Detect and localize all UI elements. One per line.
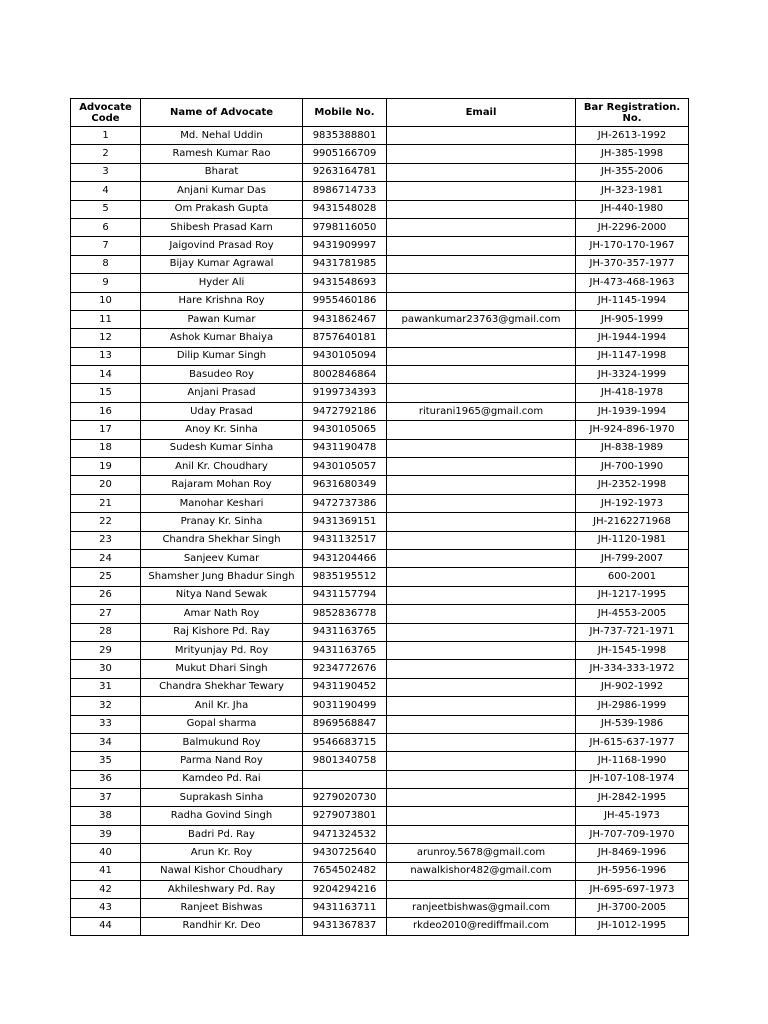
- table-row: [71, 715, 689, 733]
- advocate-name-cell: Randhir Kr. Deo: [141, 917, 303, 935]
- advocate-name-cell: Radha Govind Singh: [141, 807, 303, 825]
- email-cell: [387, 605, 576, 623]
- advocate-name-cell: Md. Nehal Uddin: [141, 127, 303, 145]
- mobile-number-cell: 9279020730: [303, 789, 387, 807]
- mobile-number-cell: 9431163765: [303, 641, 387, 659]
- mobile-number-cell: 9431163765: [303, 623, 387, 641]
- table-row: [71, 439, 689, 457]
- mobile-number-cell: 9430105094: [303, 347, 387, 365]
- email-cell: [387, 366, 576, 384]
- table-row: [71, 678, 689, 696]
- bar-registration-cell: JH-539-1986: [576, 715, 689, 733]
- email-cell: [387, 531, 576, 549]
- advocate-code-cell: 32: [71, 697, 141, 715]
- advocate-name-cell: Basudeo Roy: [141, 366, 303, 384]
- advocate-code-cell: 33: [71, 715, 141, 733]
- email-cell: [387, 770, 576, 788]
- mobile-number-cell: 9431157794: [303, 586, 387, 604]
- advocate-code-cell: 21: [71, 494, 141, 512]
- advocate-code-cell: 29: [71, 641, 141, 659]
- email-cell: [387, 237, 576, 255]
- advocate-name-cell: Arun Kr. Roy: [141, 844, 303, 862]
- table-row: [71, 881, 689, 899]
- email-cell: [387, 678, 576, 696]
- advocate-name-cell: Parma Nand Roy: [141, 752, 303, 770]
- email-cell: [387, 347, 576, 365]
- advocate-name-cell: Chandra Shekhar Tewary: [141, 678, 303, 696]
- email-cell: [387, 494, 576, 512]
- table-row: [71, 402, 689, 420]
- bar-registration-cell: JH-799-2007: [576, 549, 689, 567]
- advocate-code-cell: 27: [71, 605, 141, 623]
- mobile-number-cell: 8002846864: [303, 366, 387, 384]
- mobile-number-cell: 9279073801: [303, 807, 387, 825]
- table-row: [71, 862, 689, 880]
- email-cell: [387, 292, 576, 310]
- bar-registration-cell: JH-323-1981: [576, 182, 689, 200]
- advocate-name-cell: Shibesh Prasad Karn: [141, 218, 303, 236]
- bar-registration-cell: JH-2986-1999: [576, 697, 689, 715]
- advocate-code-cell: 2: [71, 145, 141, 163]
- email-cell: [387, 660, 576, 678]
- advocate-code-cell: 42: [71, 881, 141, 899]
- table-row: [71, 329, 689, 347]
- bar-registration-cell: JH-1939-1994: [576, 402, 689, 420]
- bar-registration-cell: JH-905-1999: [576, 310, 689, 328]
- advocate-code-cell: 34: [71, 733, 141, 751]
- advocate-name-cell: Raj Kishore Pd. Ray: [141, 623, 303, 641]
- advocate-code-cell: 23: [71, 531, 141, 549]
- email-cell: [387, 549, 576, 567]
- advocate-code-cell: 11: [71, 310, 141, 328]
- table-row: [71, 384, 689, 402]
- table-row: [71, 660, 689, 678]
- email-cell: riturani1965@gmail.com: [387, 402, 576, 420]
- advocate-code-cell: 15: [71, 384, 141, 402]
- email-cell: [387, 182, 576, 200]
- mobile-number-cell: 8757640181: [303, 329, 387, 347]
- email-cell: nawalkishor482@gmail.com: [387, 862, 576, 880]
- table-row: [71, 807, 689, 825]
- advocate-code-cell: 4: [71, 182, 141, 200]
- advocate-code-cell: 20: [71, 476, 141, 494]
- header-row: [71, 99, 689, 127]
- advocate-name-cell: Anil Kr. Jha: [141, 697, 303, 715]
- email-cell: [387, 752, 576, 770]
- table-row: [71, 733, 689, 751]
- advocate-name-cell: Sudesh Kumar Sinha: [141, 439, 303, 457]
- advocate-name-cell: Amar Nath Roy: [141, 605, 303, 623]
- advocate-name-cell: Sanjeev Kumar: [141, 549, 303, 567]
- bar-registration-cell: JH-707-709-1970: [576, 825, 689, 843]
- mobile-number-cell: [303, 770, 387, 788]
- email-cell: [387, 476, 576, 494]
- mobile-number-cell: 9430105057: [303, 458, 387, 476]
- table-row: [71, 586, 689, 604]
- table-row: [71, 421, 689, 439]
- table-row: [71, 789, 689, 807]
- mobile-number-cell: 9263164781: [303, 163, 387, 181]
- advocate-name-cell: Hyder Ali: [141, 274, 303, 292]
- table-header: [71, 99, 689, 127]
- advocate-name-cell: Pranay Kr. Sinha: [141, 513, 303, 531]
- bar-registration-cell: JH-1545-1998: [576, 641, 689, 659]
- bar-registration-cell: JH-2352-1998: [576, 476, 689, 494]
- email-cell: [387, 218, 576, 236]
- header-email: Email: [387, 99, 576, 127]
- advocate-name-cell: Badri Pd. Ray: [141, 825, 303, 843]
- bar-registration-cell: JH-700-1990: [576, 458, 689, 476]
- table-row: [71, 163, 689, 181]
- advocate-name-cell: Ranjeet Bishwas: [141, 899, 303, 917]
- mobile-number-cell: 9905166709: [303, 145, 387, 163]
- table-body: [71, 127, 689, 936]
- mobile-number-cell: 9431163711: [303, 899, 387, 917]
- bar-registration-cell: JH-334-333-1972: [576, 660, 689, 678]
- header-name-of-advocate: Name of Advocate: [141, 99, 303, 127]
- advocate-code-cell: 39: [71, 825, 141, 843]
- mobile-number-cell: 9955460186: [303, 292, 387, 310]
- advocate-code-cell: 12: [71, 329, 141, 347]
- email-cell: ranjeetbishwas@gmail.com: [387, 899, 576, 917]
- table-row: [71, 605, 689, 623]
- advocate-name-cell: Ashok Kumar Bhaiya: [141, 329, 303, 347]
- table-row: [71, 366, 689, 384]
- advocate-name-cell: Bijay Kumar Agrawal: [141, 255, 303, 273]
- table-row: [71, 568, 689, 586]
- table-row: [71, 549, 689, 567]
- table-row: [71, 182, 689, 200]
- advocate-name-cell: Balmukund Roy: [141, 733, 303, 751]
- bar-registration-cell: JH-902-1992: [576, 678, 689, 696]
- advocate-code-cell: 14: [71, 366, 141, 384]
- advocate-code-cell: 5: [71, 200, 141, 218]
- advocate-name-cell: Bharat: [141, 163, 303, 181]
- bar-registration-cell: JH-1168-1990: [576, 752, 689, 770]
- advocate-name-cell: Shamsher Jung Bhadur Singh: [141, 568, 303, 586]
- table-row: [71, 531, 689, 549]
- mobile-number-cell: 9471324532: [303, 825, 387, 843]
- mobile-number-cell: 9234772676: [303, 660, 387, 678]
- bar-registration-cell: JH-5956-1996: [576, 862, 689, 880]
- bar-registration-cell: JH-737-721-1971: [576, 623, 689, 641]
- mobile-number-cell: 9835195512: [303, 568, 387, 586]
- table-row: [71, 476, 689, 494]
- email-cell: [387, 274, 576, 292]
- advocate-code-cell: 6: [71, 218, 141, 236]
- table-row: [71, 218, 689, 236]
- advocate-name-cell: Pawan Kumar: [141, 310, 303, 328]
- advocate-code-cell: 44: [71, 917, 141, 935]
- email-cell: [387, 568, 576, 586]
- mobile-number-cell: 9431132517: [303, 531, 387, 549]
- email-cell: [387, 881, 576, 899]
- advocate-name-cell: Manohar Keshari: [141, 494, 303, 512]
- mobile-number-cell: 9852836778: [303, 605, 387, 623]
- email-cell: arunroy.5678@gmail.com: [387, 844, 576, 862]
- bar-registration-cell: JH-838-1989: [576, 439, 689, 457]
- advocate-name-cell: Suprakash Sinha: [141, 789, 303, 807]
- mobile-number-cell: 9472792186: [303, 402, 387, 420]
- advocate-code-cell: 30: [71, 660, 141, 678]
- header-bar-registration-no: Bar Registration. No.: [576, 99, 689, 127]
- email-cell: [387, 255, 576, 273]
- mobile-number-cell: 9798116050: [303, 218, 387, 236]
- bar-registration-cell: JH-418-1978: [576, 384, 689, 402]
- email-cell: [387, 789, 576, 807]
- table-row: [71, 255, 689, 273]
- mobile-number-cell: 9431548028: [303, 200, 387, 218]
- bar-registration-cell: JH-45-1973: [576, 807, 689, 825]
- table-row: [71, 770, 689, 788]
- email-cell: [387, 715, 576, 733]
- advocate-code-cell: 3: [71, 163, 141, 181]
- mobile-number-cell: 9431369151: [303, 513, 387, 531]
- advocate-code-cell: 17: [71, 421, 141, 439]
- bar-registration-cell: JH-4553-2005: [576, 605, 689, 623]
- table-row: [71, 513, 689, 531]
- email-cell: [387, 697, 576, 715]
- advocate-name-cell: Hare Krishna Roy: [141, 292, 303, 310]
- bar-registration-cell: JH-170-170-1967: [576, 237, 689, 255]
- advocate-name-cell: Jaigovind Prasad Roy: [141, 237, 303, 255]
- email-cell: rkdeo2010@rediffmail.com: [387, 917, 576, 935]
- bar-registration-cell: JH-2296-2000: [576, 218, 689, 236]
- advocate-code-cell: 41: [71, 862, 141, 880]
- table-row: [71, 844, 689, 862]
- email-cell: [387, 421, 576, 439]
- advocate-code-cell: 1: [71, 127, 141, 145]
- advocate-code-cell: 40: [71, 844, 141, 862]
- table-row: [71, 752, 689, 770]
- advocate-code-cell: 8: [71, 255, 141, 273]
- email-cell: [387, 641, 576, 659]
- header-advocate-code: Advocate Code: [71, 99, 141, 127]
- bar-registration-cell: JH-1147-1998: [576, 347, 689, 365]
- advocate-name-cell: Nitya Nand Sewak: [141, 586, 303, 604]
- advocate-name-cell: Akhileshwary Pd. Ray: [141, 881, 303, 899]
- advocate-code-cell: 24: [71, 549, 141, 567]
- email-cell: [387, 127, 576, 145]
- table-row: [71, 825, 689, 843]
- advocate-code-cell: 13: [71, 347, 141, 365]
- advocate-code-cell: 36: [71, 770, 141, 788]
- bar-registration-cell: 600-2001: [576, 568, 689, 586]
- advocate-code-cell: 16: [71, 402, 141, 420]
- bar-registration-cell: JH-695-697-1973: [576, 881, 689, 899]
- advocate-code-cell: 26: [71, 586, 141, 604]
- bar-registration-cell: JH-2842-1995: [576, 789, 689, 807]
- advocate-name-cell: Anil Kr. Choudhary: [141, 458, 303, 476]
- mobile-number-cell: 7654502482: [303, 862, 387, 880]
- bar-registration-cell: JH-1944-1994: [576, 329, 689, 347]
- bar-registration-cell: JH-924-896-1970: [576, 421, 689, 439]
- advocate-name-cell: Nawal Kishor Choudhary: [141, 862, 303, 880]
- bar-registration-cell: JH-8469-1996: [576, 844, 689, 862]
- table-row: [71, 292, 689, 310]
- table-row: [71, 237, 689, 255]
- advocate-name-cell: Dilip Kumar Singh: [141, 347, 303, 365]
- mobile-number-cell: 9801340758: [303, 752, 387, 770]
- table-row: [71, 917, 689, 935]
- advocate-name-cell: Anoy Kr. Sinha: [141, 421, 303, 439]
- mobile-number-cell: 9199734393: [303, 384, 387, 402]
- bar-registration-cell: JH-3324-1999: [576, 366, 689, 384]
- advocate-table: [70, 98, 689, 936]
- email-cell: [387, 329, 576, 347]
- mobile-number-cell: 9431190452: [303, 678, 387, 696]
- table-row: [71, 494, 689, 512]
- advocate-name-cell: Anjani Kumar Das: [141, 182, 303, 200]
- bar-registration-cell: JH-1012-1995: [576, 917, 689, 935]
- advocate-name-cell: Rajaram Mohan Roy: [141, 476, 303, 494]
- bar-registration-cell: JH-192-1973: [576, 494, 689, 512]
- email-cell: [387, 825, 576, 843]
- mobile-number-cell: 9835388801: [303, 127, 387, 145]
- advocate-code-cell: 9: [71, 274, 141, 292]
- bar-registration-cell: JH-3700-2005: [576, 899, 689, 917]
- bar-registration-cell: JH-440-1980: [576, 200, 689, 218]
- mobile-number-cell: 9431367837: [303, 917, 387, 935]
- table-row: [71, 145, 689, 163]
- mobile-number-cell: 8969568847: [303, 715, 387, 733]
- mobile-number-cell: 9430725640: [303, 844, 387, 862]
- bar-registration-cell: JH-107-108-1974: [576, 770, 689, 788]
- mobile-number-cell: 9204294216: [303, 881, 387, 899]
- mobile-number-cell: 9431204466: [303, 549, 387, 567]
- advocate-code-cell: 7: [71, 237, 141, 255]
- email-cell: [387, 163, 576, 181]
- email-cell: [387, 623, 576, 641]
- table-row: [71, 899, 689, 917]
- mobile-number-cell: 9431190478: [303, 439, 387, 457]
- advocate-code-cell: 28: [71, 623, 141, 641]
- email-cell: [387, 807, 576, 825]
- mobile-number-cell: 9431548693: [303, 274, 387, 292]
- email-cell: [387, 513, 576, 531]
- bar-registration-cell: JH-2613-1992: [576, 127, 689, 145]
- bar-registration-cell: JH-473-468-1963: [576, 274, 689, 292]
- mobile-number-cell: 9472737386: [303, 494, 387, 512]
- advocate-name-cell: Ramesh Kumar Rao: [141, 145, 303, 163]
- bar-registration-cell: JH-1120-1981: [576, 531, 689, 549]
- bar-registration-cell: JH-2162271968: [576, 513, 689, 531]
- table-row: [71, 127, 689, 145]
- advocate-name-cell: Mrityunjay Pd. Roy: [141, 641, 303, 659]
- mobile-number-cell: 9431781985: [303, 255, 387, 273]
- email-cell: [387, 733, 576, 751]
- advocate-name-cell: Uday Prasad: [141, 402, 303, 420]
- table-row: [71, 641, 689, 659]
- bar-registration-cell: JH-1217-1995: [576, 586, 689, 604]
- table-row: [71, 458, 689, 476]
- email-cell: [387, 200, 576, 218]
- advocate-name-cell: Gopal sharma: [141, 715, 303, 733]
- email-cell: [387, 439, 576, 457]
- advocate-code-cell: 37: [71, 789, 141, 807]
- email-cell: [387, 586, 576, 604]
- mobile-number-cell: 9431862467: [303, 310, 387, 328]
- mobile-number-cell: 8986714733: [303, 182, 387, 200]
- email-cell: [387, 145, 576, 163]
- advocate-code-cell: 22: [71, 513, 141, 531]
- table-row: [71, 274, 689, 292]
- mobile-number-cell: 9031190499: [303, 697, 387, 715]
- mobile-number-cell: 9631680349: [303, 476, 387, 494]
- mobile-number-cell: 9430105065: [303, 421, 387, 439]
- bar-registration-cell: JH-355-2006: [576, 163, 689, 181]
- table-row: [71, 697, 689, 715]
- advocate-code-cell: 25: [71, 568, 141, 586]
- advocate-name-cell: Om Prakash Gupta: [141, 200, 303, 218]
- bar-registration-cell: JH-615-637-1977: [576, 733, 689, 751]
- advocate-code-cell: 35: [71, 752, 141, 770]
- email-cell: [387, 458, 576, 476]
- header-mobile-no: Mobile No.: [303, 99, 387, 127]
- table-row: [71, 347, 689, 365]
- advocate-code-cell: 18: [71, 439, 141, 457]
- advocate-name-cell: Chandra Shekhar Singh: [141, 531, 303, 549]
- advocate-code-cell: 38: [71, 807, 141, 825]
- bar-registration-cell: JH-370-357-1977: [576, 255, 689, 273]
- table-row: [71, 310, 689, 328]
- table-row: [71, 200, 689, 218]
- bar-registration-cell: JH-385-1998: [576, 145, 689, 163]
- mobile-number-cell: 9546683715: [303, 733, 387, 751]
- advocate-code-cell: 31: [71, 678, 141, 696]
- table-row: [71, 623, 689, 641]
- advocate-name-cell: Mukut Dhari Singh: [141, 660, 303, 678]
- advocate-code-cell: 10: [71, 292, 141, 310]
- email-cell: pawankumar23763@gmail.com: [387, 310, 576, 328]
- email-cell: [387, 384, 576, 402]
- bar-registration-cell: JH-1145-1994: [576, 292, 689, 310]
- advocate-code-cell: 43: [71, 899, 141, 917]
- advocate-name-cell: Kamdeo Pd. Rai: [141, 770, 303, 788]
- mobile-number-cell: 9431909997: [303, 237, 387, 255]
- advocate-code-cell: 19: [71, 458, 141, 476]
- advocate-name-cell: Anjani Prasad: [141, 384, 303, 402]
